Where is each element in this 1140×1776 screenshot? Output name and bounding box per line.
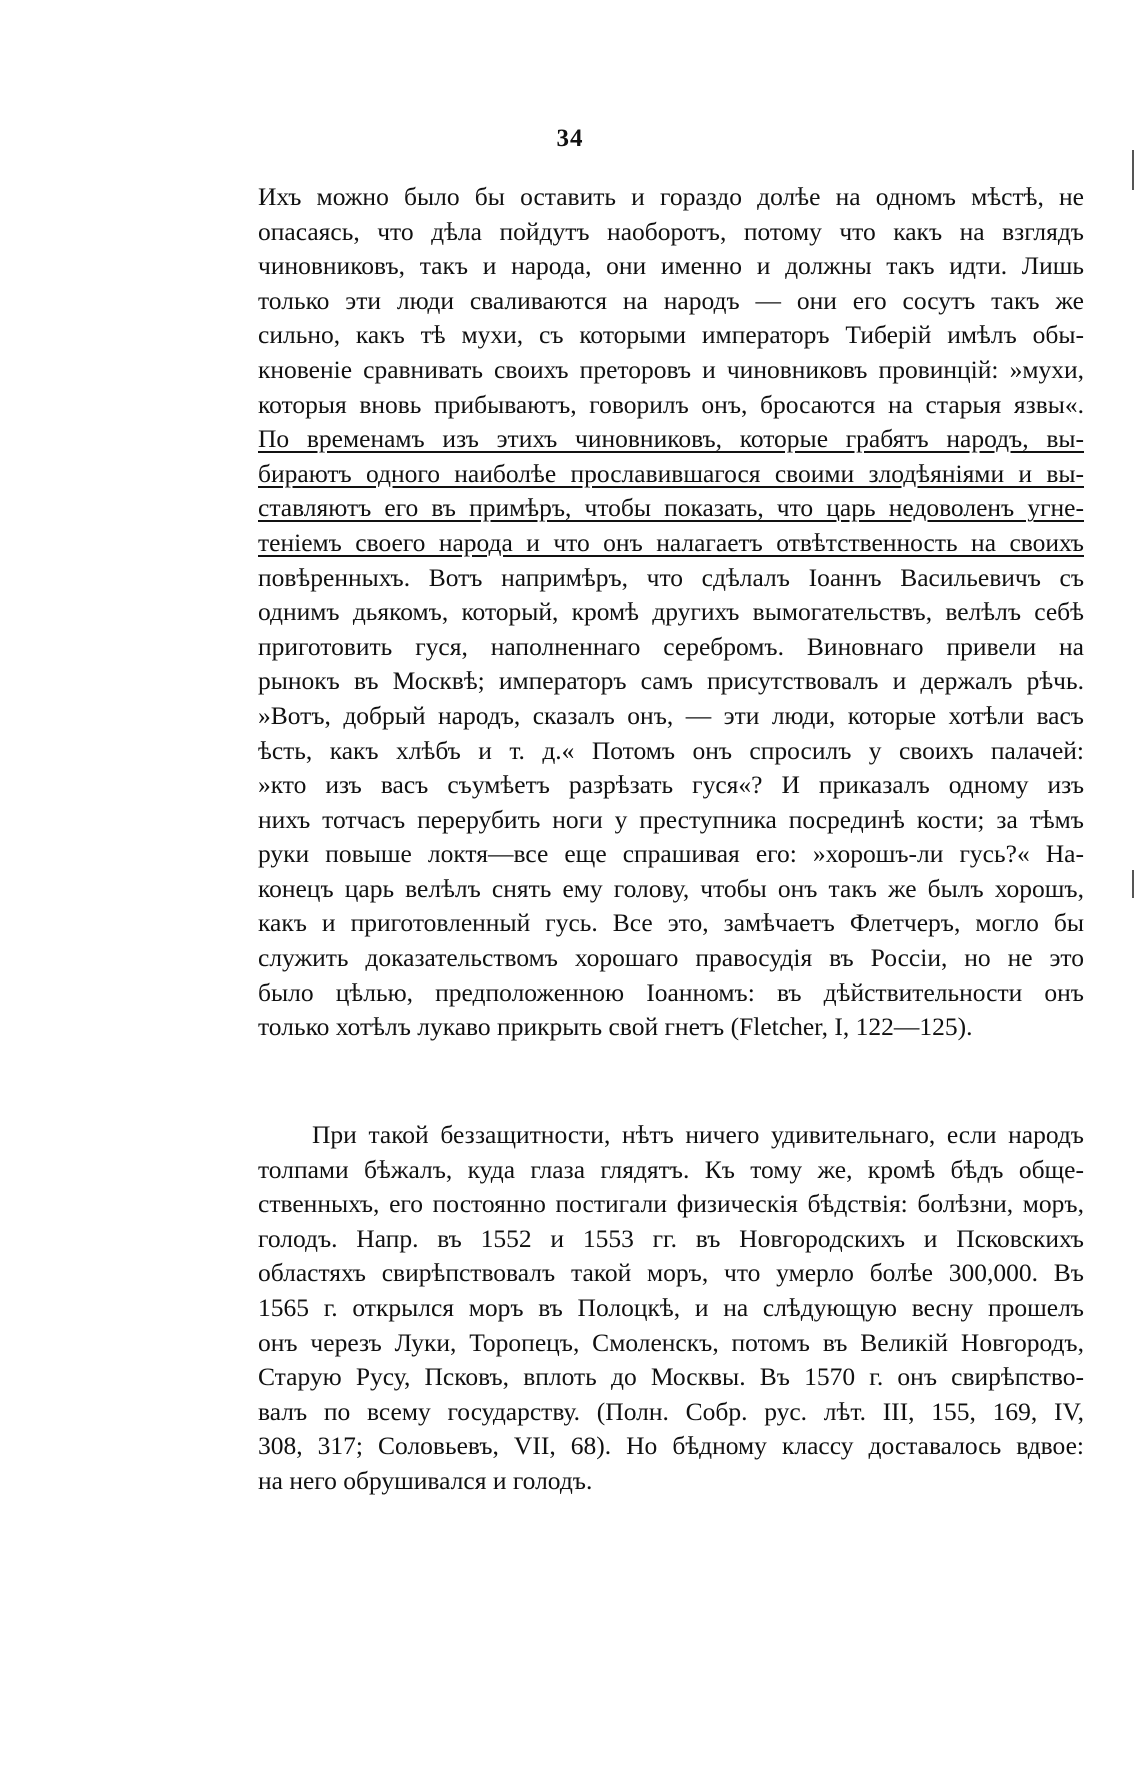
paragraph-2 [258,1118,1084,1499]
text-line: ѣсть, какъ хлѣбъ и т. д.« Потомъ онъ спросилъ у своихъ палачей: [258,735,1084,765]
text-line: При такой беззащитности, нѣтъ ничего удивительнаго, если народъ [312,1120,1084,1149]
text-line: Старую Русу, Псковъ, вплоть до Москвы. Въ 1570 г. онъ свирѣпство- [258,1362,1084,1392]
text-line: руки повыше локтя—все еще спрашивая его: »хорошъ-ли гусь?« На- [258,839,1084,869]
text-line: однимъ дьякомъ, который, кромѣ другихъ вымогательствъ, велѣлъ себѣ [258,597,1084,627]
text-line: ственныхъ, его постоянно постигали физическія бѣдствія: болѣзни, моръ, [258,1189,1084,1219]
text-line: сильно, какъ тѣ мухи, съ которыми императоръ Тиберій имѣлъ обы- [258,320,1084,350]
text-line: »Вотъ, добрый народъ, сказалъ онъ, — эти люди, которые хотѣли васъ [258,700,1084,730]
underlined-text-line: ставляютъ его въ примѣръ, чтобы показать, что царь недоволенъ угне- [258,493,1084,523]
text-line: 1565 г. открылся моръ въ Полоцкѣ, и на слѣдующую весну прошелъ [258,1292,1084,1322]
page-number: 34 [556,125,584,152]
underlined-text-line: По временамъ изъ этихъ чиновниковъ, которые грабятъ народъ, вы- [258,424,1084,454]
text-line: толпами бѣжалъ, куда глаза глядятъ. Къ тому же, кромѣ бѣдъ обще- [258,1154,1084,1184]
text-line: только хотѣлъ лукаво прикрыть свой гнетъ (Fletcher, I, 122—125). [258,1012,973,1042]
underlined-text-line: теніемъ своего народа и что онъ налагаетъ отвѣтственность на своихъ [258,527,1084,557]
text-line: областяхъ свирѣпствовалъ такой моръ, что умерло болѣе 300,000. Въ [258,1258,1084,1288]
text-line: только эти люди сваливаются на народъ — они его сосутъ такъ же [258,285,1084,315]
text-line: опасаясь, что дѣла пойдутъ наоборотъ, потому что какъ на взглядъ [258,216,1084,246]
text-line: приготовить гуся, наполненнаго серебромъ. Виновнаго привели на [258,631,1084,661]
paragraph-1 [258,180,1084,1045]
text-line: голодъ. Напр. въ 1552 и 1553 гг. въ Новгородскихъ и Псковскихъ [258,1223,1084,1253]
text-line: повѣренныхъ. Вотъ напримѣръ, что сдѣлалъ Іоаннъ Васильевичъ съ [258,562,1084,592]
text-line: нихъ тотчасъ перерубить ноги у преступника посрединѣ кости; за тѣмъ [258,804,1084,834]
text-line: на него обрушивался и голодъ. [258,1465,593,1495]
text-line: 308, 317; Соловьевъ, VII, 68). Но бѣдному классу доставалось вдвое: [258,1431,1084,1461]
text-line: какъ и приготовленный гусь. Все это, замѣчаетъ Флетчеръ, могло бы [258,908,1084,938]
text-line: было цѣлью, предположенною Іоанномъ: въ дѣйствительности онъ [258,977,1084,1007]
text-line: кновеніе сравнивать своихъ преторовъ и чиновниковъ провинцій: »мухи, [258,354,1084,384]
underlined-text-line: бираютъ одного наиболѣе прославившагося своими злодѣяніями и вы- [258,458,1084,488]
text-line: онъ черезъ Луки, Торопецъ, Смоленскъ, потомъ въ Великій Новгородъ, [258,1327,1084,1357]
page-edge-mark [1132,870,1134,898]
text-line: служить доказательствомъ хорошаго правосудія въ Россіи, но не это [258,943,1084,973]
text-line: конецъ царь велѣлъ снять ему голову, чтобы онъ такъ же былъ хорошъ, [258,873,1084,903]
text-line: »кто изъ васъ съумѣетъ разрѣзать гуся«? И приказалъ одному изъ [258,770,1084,800]
text-line: которыя вновь прибываютъ, говорилъ онъ, бросаются на старыя язвы«. [258,389,1084,419]
text-line: Ихъ можно было бы оставить и гораздо долѣе на одномъ мѣстѣ, не [258,182,1084,211]
text-line: валъ по всему государству. (Полн. Собр. рус. лѣт. III, 155, 169, IV, [258,1396,1084,1426]
text-line: чиновниковъ, такъ и народа, они именно и должны такъ идти. Лишь [258,251,1084,281]
page-edge-mark [1132,150,1134,190]
text-line: рынокъ въ Москвѣ; императоръ самъ присутствовалъ и держалъ рѣчь. [258,666,1084,696]
